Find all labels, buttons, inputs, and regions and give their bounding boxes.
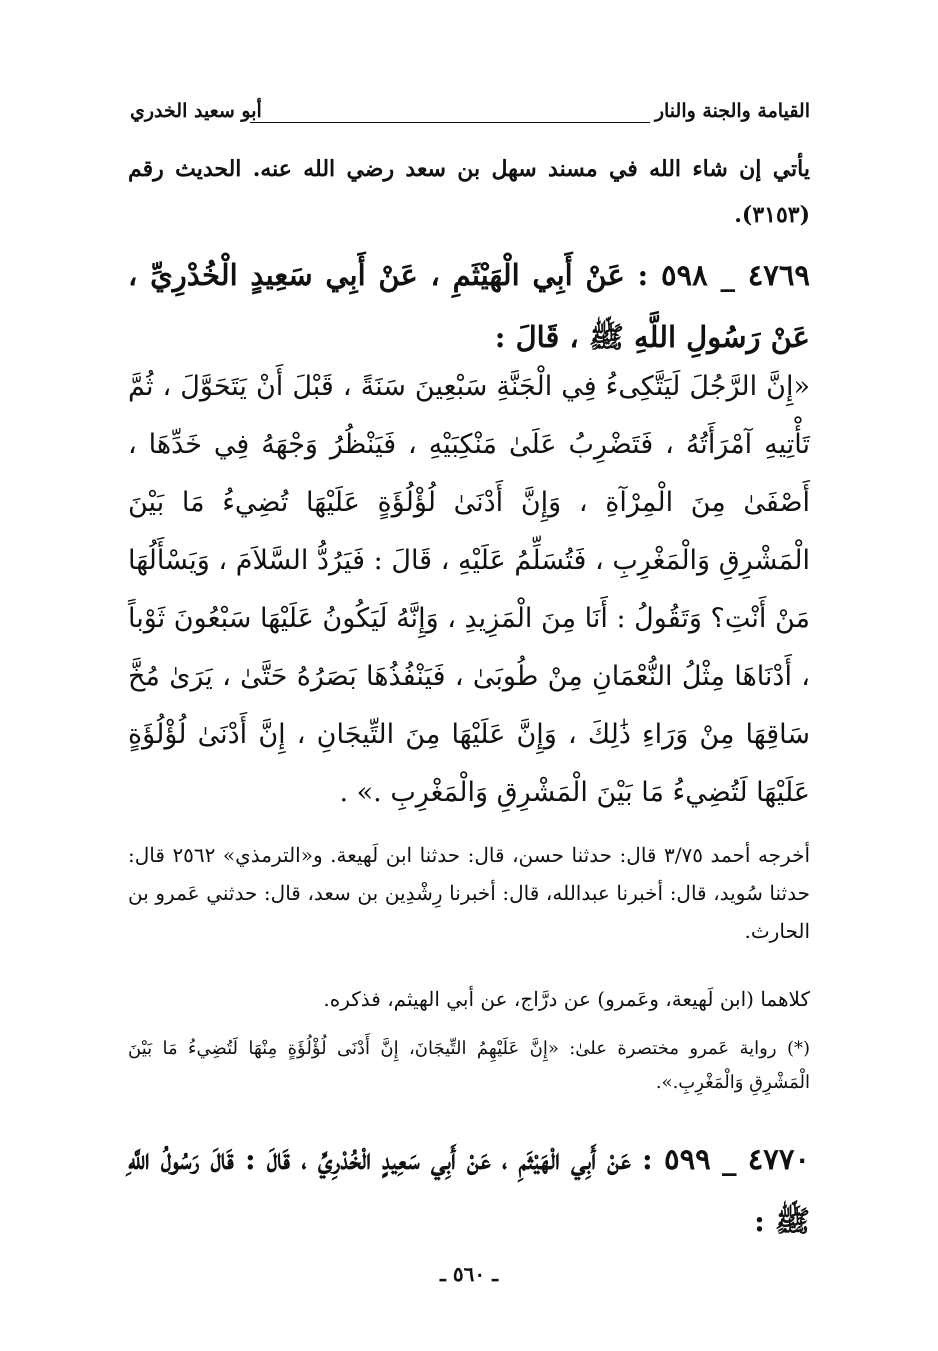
hadith-heading-4770: ٤٧٧٠ _ ٥٩٩ : عَنْ أَبِي الْهَيْثَمِ ، عَنْ أَبِي سَعِيدٍ الْخُدْرِيِّ ، قَالَ : قَالَ رَسُولُ اللَّهِ ﷺ :: [128, 1142, 810, 1238]
hadith-text-4769: «إِنَّ الرَّجُلَ لَيَتَّكِىءُ فِي الْجَنَّةِ سَبْعِينَ سَنَةً ، قَبْلَ أَنْ يَتَحَوَّلَ ، ثُمَّ تَأْتِيهِ آمْرَأَتُهُ ، فَتَضْرِبُ عَلَىٰ مَنْكِبَيْهِ ، فَيَنْظُرُ وَجْهَهُ فِي خَدِّهَا ، أَصْفَىٰ مِنَ الْمِرْآةِ ، وَإِنَّ أَدْنَىٰ لُؤْلُؤَةٍ عَلَيْهَا تُضِيءُ مَا بَيْنَ الْمَشْرِقِ وَالْمَغْرِبِ ، فَتُسَلِّمُ عَلَيْهِ ، قَالَ : فَيَرُدُّ السَّلاَمَ ، وَيَسْأَلُهَا مَنْ أَنْتِ؟ وَتَقُولُ : أَنَا مِنَ الْمَزِيدِ ، وَإِنَّهُ لَيَكُونُ عَلَيْهَا سَبْعُونَ ثَوْباً ، أَدْنَاهَا مِثْلُ النُّعْمَانِ مِنْ طُوبَىٰ ، فَيَنْفُذُهَا بَصَرُهُ حَتَّىٰ ، يَرَىٰ مُخَّ سَاقِهَا مِنْ وَرَاءِ ذَٰلِكَ ، وَإِنَّ عَلَيْهَا مِنَ التِّيجَانِ ، إِنَّ أَدْنَىٰ لُؤْلُؤَةٍ عَلَيْهَا لَتُضِيءُ مَا بَيْنَ الْمَشْرِقِ وَالْمَغْرِبِ .» .: [128, 371, 810, 808]
header-narrator-title: أبو سعيد الخدري: [130, 100, 262, 122]
footnote-both-narrators: كلاهما (ابن لَهيعة، وعَمرو) عن درَّاج، عن أبي الهيثم، فذكره.: [323, 987, 810, 1011]
footnote-note: (*) رواية عَمرو مختصرة علىٰ: «إِنَّ عَلَيْهِمُ التِّيجَانَ، إِنَّ أَدْنَى لُؤْلُؤَةٍ مِنْهَا لَتُضِيءُ مَا بَيْنَ الْمَشْرِقِ وَالْمَغْرِبِ.».: [128, 1038, 810, 1093]
running-header: [130, 100, 810, 136]
footnote-takhrij: أخرجه أحمد ٣/٧٥ قال: حدثنا حسن، قال: حدثنا ابن لَهيعة. و«الترمذي» ٢٥٦٢ قال: حدثنا سُويد، قال: أخبرنا عبدالله، قال: أخبرنا رِشْدِين بن سعد، قال: حدثني عَمرو بن الحارث.: [128, 843, 810, 943]
intro-paragraph: يأتي إن شاء الله في مسند سهل بن سعد رضي الله عنه. الحديث رقم (٣١٥٣).: [128, 156, 810, 228]
hadith-heading-4769: ٤٧٦٩ _ ٥٩٨ : عَنْ أَبِي الْهَيْثَمِ ، عَنْ أَبِي سَعِيدٍ الْخُدْرِيِّ ، عَنْ رَسُولِ اللَّهِ ﷺ ، قَالَ :: [128, 258, 810, 354]
page-number: ـ ٥٦٠ ـ: [440, 1262, 498, 1286]
header-rule: [250, 122, 650, 123]
header-section-title: القيامة والجنة والنار: [654, 100, 810, 122]
